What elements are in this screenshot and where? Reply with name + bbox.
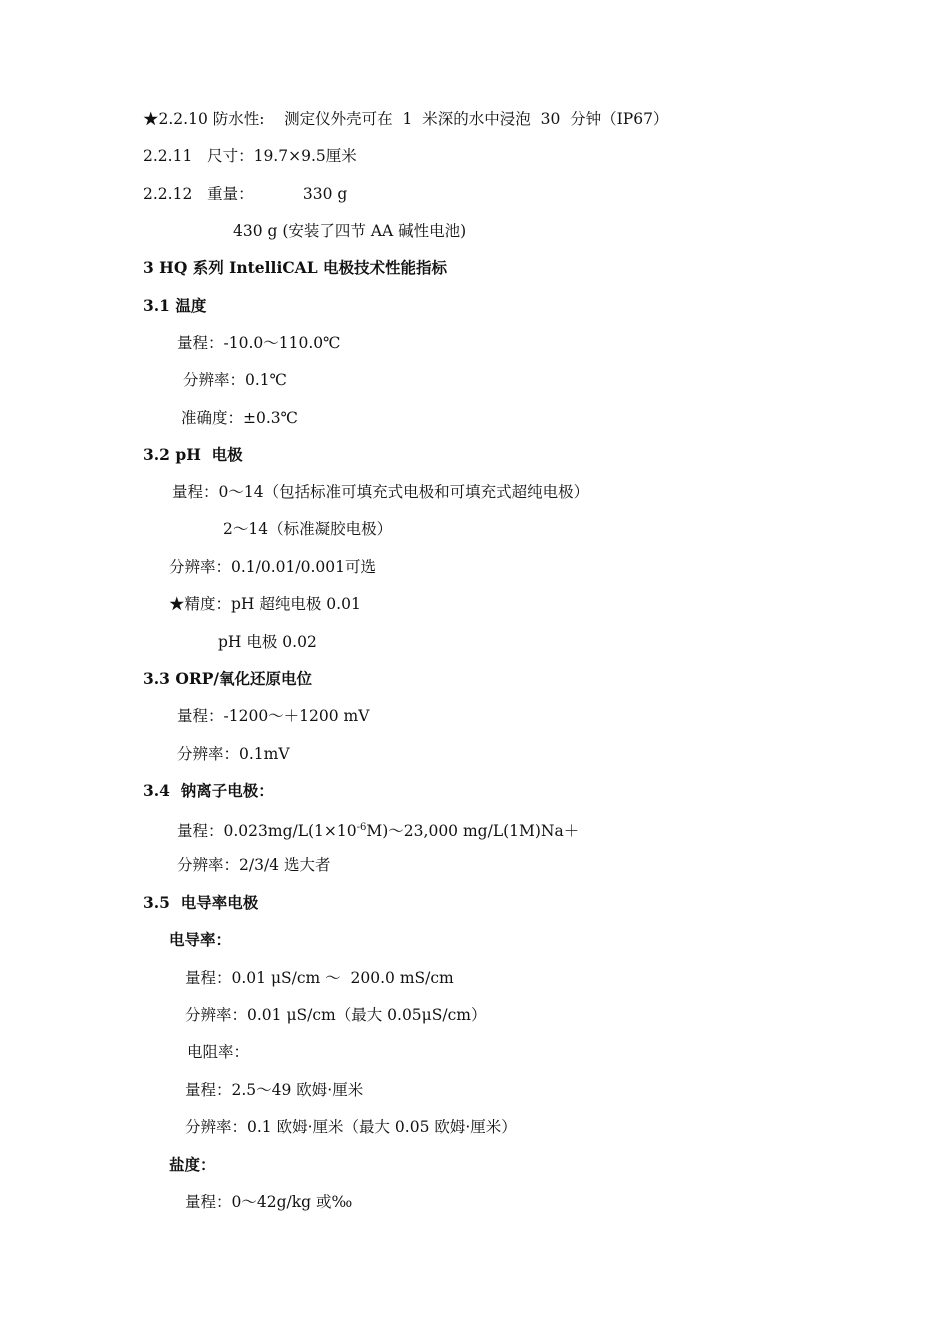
spec-weight: 2.2.12 重量： 330 g: [143, 185, 348, 203]
resistivity-range: 量程：2.5～49 欧姆·厘米: [185, 1081, 364, 1099]
sodium-resolution: 分辨率：2/3/4 选大者: [177, 856, 331, 874]
temperature-resolution: 分辨率：0.1℃: [183, 371, 287, 389]
salinity-range: 量程：0～42g/kg 或‰: [185, 1193, 353, 1211]
orp-range: 量程：-1200～＋1200 mV: [177, 707, 370, 725]
sodium-range-exponent: -6: [356, 822, 367, 833]
conductivity-resolution: 分辨率：0.01 μS/cm（最大 0.05μS/cm）: [185, 1006, 487, 1024]
spec-waterproof: ★2.2.10 防水性: 测定仪外壳可在 1 米深的水中浸泡 30 分钟（IP67）: [143, 110, 669, 128]
section-3-1-heading: 3.1 温度: [143, 296, 207, 315]
salinity-heading: 盐度：: [169, 1155, 216, 1174]
sodium-range: [177, 818, 579, 841]
ph-range-gel: 2～14（标准凝胶电极）: [223, 520, 393, 538]
ph-range: 量程：0～14（包括标准可填充式电极和可填充式超纯电极）: [172, 483, 590, 501]
temperature-accuracy: 准确度：±0.3℃: [181, 409, 298, 427]
section-3-2-heading: 3.2 pH 电极: [143, 445, 243, 464]
section-3-5-heading: 3.5 电导率电极: [143, 893, 259, 912]
resistivity-heading: 电阻率：: [187, 1043, 250, 1061]
section-3-4-heading: 3.4 钠离子电极：: [143, 781, 274, 800]
ph-precision: ★精度：pH 超纯电极 0.01: [169, 595, 361, 613]
sodium-range-end: M)～23,000 mg/L(1M)Na＋: [366, 822, 580, 840]
conductivity-heading: 电导率：: [169, 930, 232, 949]
temperature-range: 量程：-10.0～110.0℃: [177, 334, 341, 352]
section-3-heading: 3 HQ 系列 IntelliCAL 电极技术性能指标: [143, 258, 447, 277]
ph-resolution: 分辨率：0.1/0.01/0.001可选: [169, 558, 376, 576]
ph-precision-electrode: pH 电极 0.02: [218, 633, 317, 651]
resistivity-resolution: 分辨率：0.1 欧姆·厘米（最大 0.05 欧姆·厘米）: [185, 1118, 517, 1136]
sodium-range-start: 量程：0.023mg/L(1×10: [177, 822, 357, 840]
spec-dimensions: 2.2.11 尺寸：19.7×9.5厘米: [143, 147, 357, 165]
spec-weight-with-batteries: 430 g (安装了四节 AA 碱性电池): [233, 222, 467, 240]
conductivity-range: 量程：0.01 μS/cm ～ 200.0 mS/cm: [185, 969, 454, 987]
section-3-3-heading: 3.3 ORP/氧化还原电位: [143, 669, 313, 688]
orp-resolution: 分辨率：0.1mV: [177, 745, 290, 763]
